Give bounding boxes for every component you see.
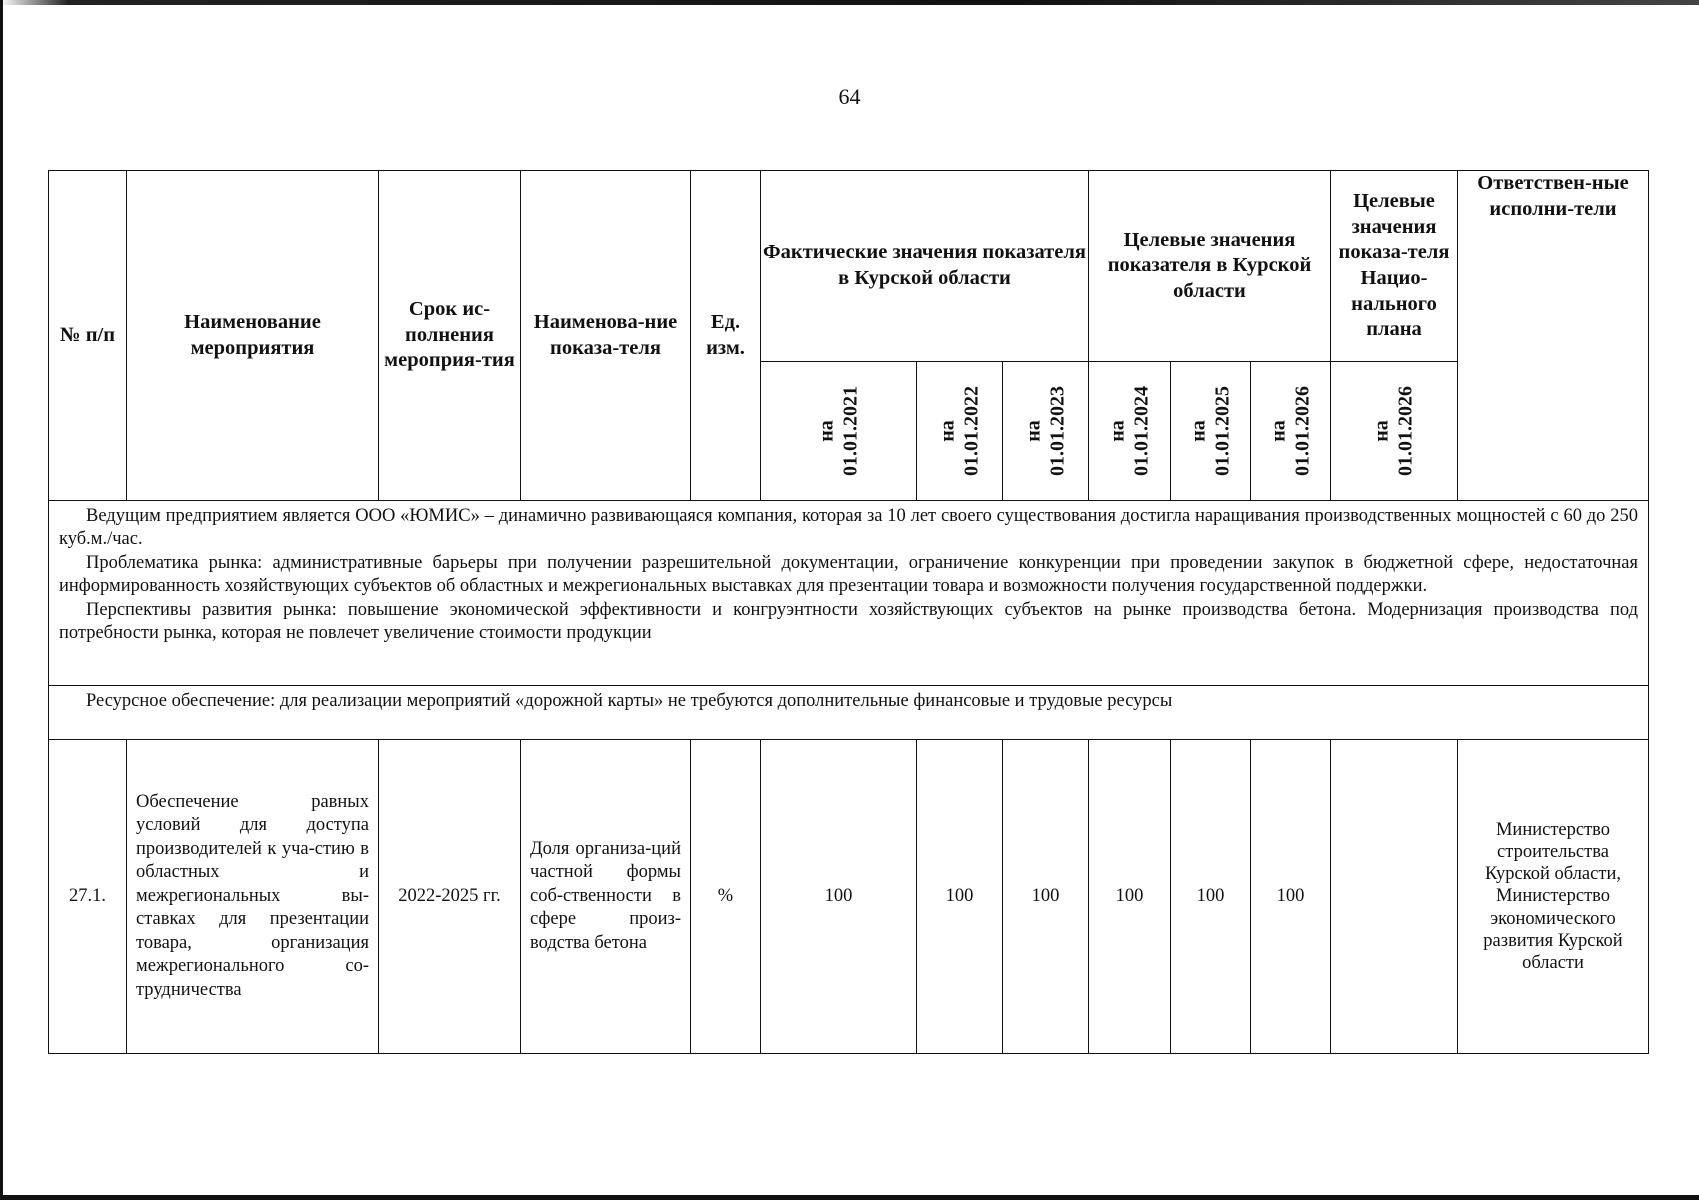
paragraph-leading-company: Ведущим предприятием является ООО «ЮМИС» – динамично развивающаяся компания, которая за 10 лет своего существования достигла наращивания производственных мощностей с 60 до 250 куб.м./час. <box>59 506 1638 550</box>
row-value-2024: 100 <box>1089 740 1171 1054</box>
info-row <box>49 501 1649 686</box>
row-value-2023: 100 <box>1003 740 1089 1054</box>
row-responsible: Министерство строительства Курской области, Министерство экономического развития Курской области <box>1458 740 1649 1054</box>
resource-row <box>49 686 1649 740</box>
header-date-2023: на 01.01.2023 <box>1003 362 1089 501</box>
table-row <box>49 740 1649 1054</box>
row-unit: % <box>691 740 761 1054</box>
header-date-2022: на 01.01.2022 <box>917 362 1003 501</box>
header-name: Наименование мероприятия <box>127 171 379 501</box>
header-date-2021: на 01.01.2021 <box>761 362 917 501</box>
header-unit: Ед. изм. <box>691 171 761 501</box>
header-responsible: Ответствен-ные исполни-тели <box>1458 171 1649 501</box>
scan-edge-left <box>0 0 3 1200</box>
header-date-2025: на 01.01.2025 <box>1171 362 1251 501</box>
resource-provision: Ресурсное обеспечение: для реализации мероприятий «дорожной карты» не требуются дополнительные финансовые и трудовые ресурсы <box>49 686 1649 740</box>
header-indicator: Наименова-ние показа-теля <box>521 171 691 501</box>
market-description <box>49 501 1649 686</box>
row-indicator: Доля организа-ций частной формы соб-ственности в сфере произ-водства бетона <box>521 740 691 1054</box>
scan-edge-bottom <box>0 1195 1699 1200</box>
header-actual-values: Фактические значения показателя в Курской области <box>761 171 1089 362</box>
paragraph-market-problems: Проблематика рынка: административные барьеры при получении разрешительной документации, ограничение конкуренции при проведении закупок в бюджетной сфере, недостаточная информированность хозяйствующих субъектов об областных и межрегиональных выставках для презентации товара и возможности получения государственной поддержки. <box>59 552 1638 597</box>
row-value-2022: 100 <box>917 740 1003 1054</box>
row-value-2025: 100 <box>1171 740 1251 1054</box>
header-national-values: Целевые значения показа-теля Нацио-нального плана <box>1331 171 1458 362</box>
page-number: 64 <box>838 84 861 109</box>
row-activity-name: Обеспечение равных условий для доступа производителей к уча-стию в областных и межрегиональных вы-ставках для презентации товара, организация межрегионального со-трудничества <box>127 740 379 1054</box>
roadmap-table <box>48 170 1649 1054</box>
header-term: Срок ис-полнения мероприя-тия <box>379 171 521 501</box>
header-date-2024: на 01.01.2024 <box>1089 362 1171 501</box>
header-num: № п/п <box>49 171 127 501</box>
row-value-2026: 100 <box>1251 740 1331 1054</box>
header-national-date-2026: на 01.01.2026 <box>1331 362 1458 501</box>
row-national-value <box>1331 740 1458 1054</box>
row-term: 2022-2025 гг. <box>379 740 521 1054</box>
header-row-1 <box>49 171 1649 362</box>
paragraph-market-prospects: Перспективы развития рынка: повышение экономической эффективности и конгруэнтности хозяйствующих субъектов на рынке производства бетона. Модернизация производства под потребности рынка, которая не повлечет увеличение стоимости продукции <box>59 599 1638 644</box>
row-value-2021: 100 <box>761 740 917 1054</box>
header-date-2026: на 01.01.2026 <box>1251 362 1331 501</box>
scan-edge-top <box>0 0 1699 5</box>
row-number: 27.1. <box>49 740 127 1054</box>
header-target-values: Целевые значения показателя в Курской области <box>1089 171 1331 362</box>
